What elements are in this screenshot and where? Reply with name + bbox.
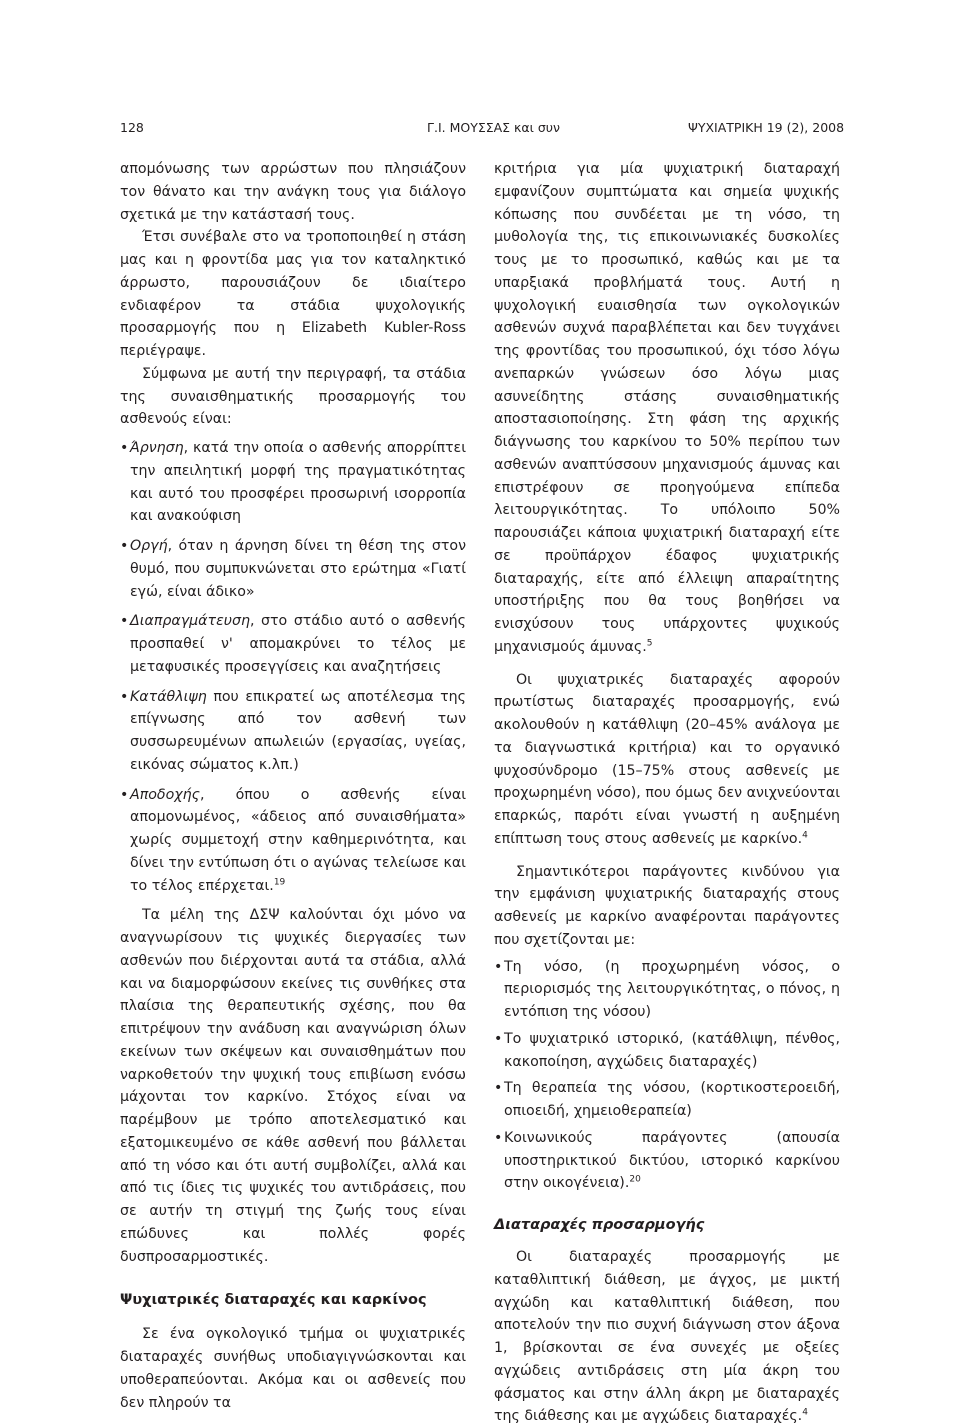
paragraph [494,1246,840,1428]
paragraph [494,669,840,851]
section-heading: Ψυχιατρικές διαταραχές και καρκίνος [120,1292,427,1309]
list-item [494,1077,840,1123]
right-column [494,158,840,1428]
list-item [494,1028,840,1074]
list-item [120,437,466,528]
list-item [120,610,466,678]
subsection-heading: Διαταραχές προσαρμογής [494,1217,705,1233]
factor-text: Κοινωνικούς παράγοντες (απουσία υποστηρικτικού δικτύου, ιστορικό καρκίνου στην οικογένεια). [504,1129,840,1192]
citation-ref: 19 [273,876,286,887]
citation-ref: 20 [629,1174,641,1185]
paragraph: Σε ένα ογκολογικό τμήμα οι ψυχιατρικές διαταραχές συνήθως υποδιαγιγνώσκονται και υποθεραπεύονται. Ακόμα και οι ασθενείς που δεν πληρούν τα [120,1326,466,1411]
paragraph: Έτσι συνέβαλε στο να τροποποιηθεί η στάση μας και η φροντίδα μας για τον καταληκτικό άρρωστο, παρουσιάζουν δε ιδιαίτερο ενδιαφέρον τα στάδια ψυχολογικής προσαρμογής που η Elizabeth Kubler-Ross περιέγραψε. [120,229,466,359]
stage-text: , όταν η άρνηση δίνει τη θέση της στον θυμό, που συμπυκνώνεται στο ερώτημα «Γιατί εγώ, είναι άδικο» [130,538,466,600]
stages-list [120,437,466,897]
factor-text: Τη νόσο, (η προχωρημένη νόσος, ο περιορισμός της λειτουργικότητας, ο πόνος, η εντόπιση της νόσου) [504,958,840,1020]
stage-term: Άρνηση [130,440,184,456]
stage-term: Κατάθλιψη [130,688,207,705]
paragraph [494,158,840,659]
citation-ref: 4 [802,1407,808,1418]
paragraph-text: κριτήρια για μία ψυχιατρική διαταραχή εμφανίζουν συμπτώματα και σημεία ψυχικής κόπωσης που συνδέεται με τη νόσο, τη μυθολογία της, τις επικοινωνιακές δυσκολίες τους με το προσωπικό, καθώς και με τα υπαρξιακά προβλήματά τους. Αυτή η ψυχολογική ευαισθησία των ογκολογικών ασθενών συχνά παραβλέπεται και δεν τυγχάνει της φροντίδας του προσωπικού, όχι τόσο λόγω ανεπαρκών γνώσεων όσο λόγω μιας ασυνείδητης στάσης συναισθηματικής αποστασιοποίησης. Στη φάση της αρχικής διάγνωσης του καρκίνου το 50% περίπου των ασθενών αναπτύσσουν μηχανισμούς άμυνας και επιστρέφουν σε προηγούμενα επίπεδα λειτουργικότητας. Το υπόλοιπο 50% παρουσιάζει κάποια ψυχιατρική διαταραχή είτε σε προϋπάρχον έδαφος ψυχιατρικής διαταραχής, είτε από έλλειψη απαραίτητης υποστήριξης που θα τους βοηθήσει να ενισχύσουν τους υπάρχοντες ψυχικούς μηχανισμούς άμυνας. [494,161,840,655]
journal-citation: ΨΥΧΙΑΤΡΙΚΗ 19 (2), 2008 [688,120,845,135]
stage-term: Διαπραγμάτευση [130,613,250,630]
paragraph: Σύμφωνα με αυτή την περιγραφή, τα στάδια της συναισθηματικής προσαρμογής του ασθενούς είναι: [120,365,466,428]
list-item [120,535,466,603]
factor-text: Τη θεραπεία της νόσου, (κορτικοστεροειδή, οπιοειδή, χημειοθεραπεία) [504,1080,840,1119]
paragraph-text: Οι ψυχιατρικές διαταραχές αφορούν πρωτίστως διαταραχές προσαρμογής, ενώ ακολουθούν η κατάθλιψη (20–45% ανάλογα με τα διαγνωστικά κριτήρια) και το οργανικό ψυχοσύνδρομο (15–75% στους ασθενείς με προχωρημένη νόσο), που όμως δεν ανιχνεύονται επαρκώς, παρότι είναι γνωστή η αυξημένη επίπτωση τους στους ασθενείς με καρκίνο. [494,671,840,847]
stage-text: , κατά την οποία ο ασθενής απορρίπτει την απειλητική μορφή της πραγματικότητας και αυτό του προσφέρει προσωρινή ισορροπία και ανακούφιση [130,440,466,525]
list-item [494,1127,840,1195]
running-authors: Γ.Ι. ΜΟΥΣΣΑΣ και συν [427,120,560,135]
running-header [0,120,960,140]
list-item [120,686,466,777]
stage-term: Αποδοχής [130,786,201,803]
list-item [494,956,840,1024]
factor-text: Το ψυχιατρικό ιστορικό, (κατάθλιψη, πένθος, κακοποίηση, αγχώδεις διαταραχές) [504,1030,840,1070]
stage-text: , στο στάδιο αυτό ο ασθενής προσπαθεί ν' απομακρύνει το τέλος με μεταφυσικές προσεγγίσεις και αναζητήσεις [130,613,466,675]
citation-ref: 4 [802,830,808,841]
paragraph: απομόνωσης των αρρώστων που πλησιάζουν τον θάνατο και την ανάγκη τους για διάλογο σχετικά με την κατάστασή τους. [120,161,466,223]
risk-factors-list [494,956,840,1196]
citation-ref: 5 [646,638,653,649]
page-number: 128 [120,120,144,135]
paragraph: Σημαντικότεροι παράγοντες κινδύνου για την εμφάνιση ψυχιατρικής διαταραχής στους ασθενείς με καρκίνο αναφέρονται παράγοντες που σχετίζονται με: [494,863,840,948]
stage-text: που επικρατεί ως αποτέλεσμα της επίγνωσης από τον ασθενή των συσσωρευμένων απωλειών (εργασίας, υγείας, εικόνας σώματος κ.λπ.) [130,688,466,773]
left-column [120,158,466,1414]
stage-text: , όπου ο ασθενής είναι απομονωμένος, «άδειος από συναισθήματα» χωρίς συμμετοχή στην καθημερινότητα, και δίνει την εντύπωση ότι ο αγώνας τελείωσε και το τέλος επέρχεται. [130,786,466,894]
paragraph-text: Οι διαταραχές προσαρμογής με καταθλιπτική διάθεση, με άγχος, με μικτή αγχώδη και καταθλιπτική διάθεση, που αποτελούν την πιο συχνή διάγνωση στον άξονα 1, βρίσκονται σε ένα συνεχές με οξείες αγχώδεις αντιδράσεις στη μία άκρη του φάσματος και στην άλλη άκρη με διαταραχές της διάθεσης και με αγχώδεις διαταραχές. [494,1249,840,1425]
paragraph: Τα μέλη της ΔΣΨ καλούνται όχι μόνο να αναγνωρίσουν τις ψυχικές διεργασίες των ασθενών που διέρχονται αυτά τα στάδια, αλλά και να διαμορφώσουν εκείνες τις συνθήκες στα πλαίσια της θεραπευτικής σχέσης, που θα επιτρέψουν την ανάδυση και αναγνώριση όλων εκείνων των σκέψεων και συναισθημάτων που ναρκοθετούν την ψυχική τους επιβίωση ενόσω μάχονται τον καρκίνο. Στόχος είναι να παρέμβουν με τρόπο αποτελεσματικό και εξατομικευμένο σε κάθε ασθενή που βάλλεται από τη νόσο και ότι αυτή συμβολίζει, αλλά και από τις ίδιες τις ψυχικές του αντιδράσεις, που σε αυτήν τη στιγμή της ζωής τους είναι επώδυνες και πολλές φορές δυσπροσαρμοστικές. [120,907,466,1265]
stage-term: Οργή [130,538,168,554]
list-item [120,784,466,898]
